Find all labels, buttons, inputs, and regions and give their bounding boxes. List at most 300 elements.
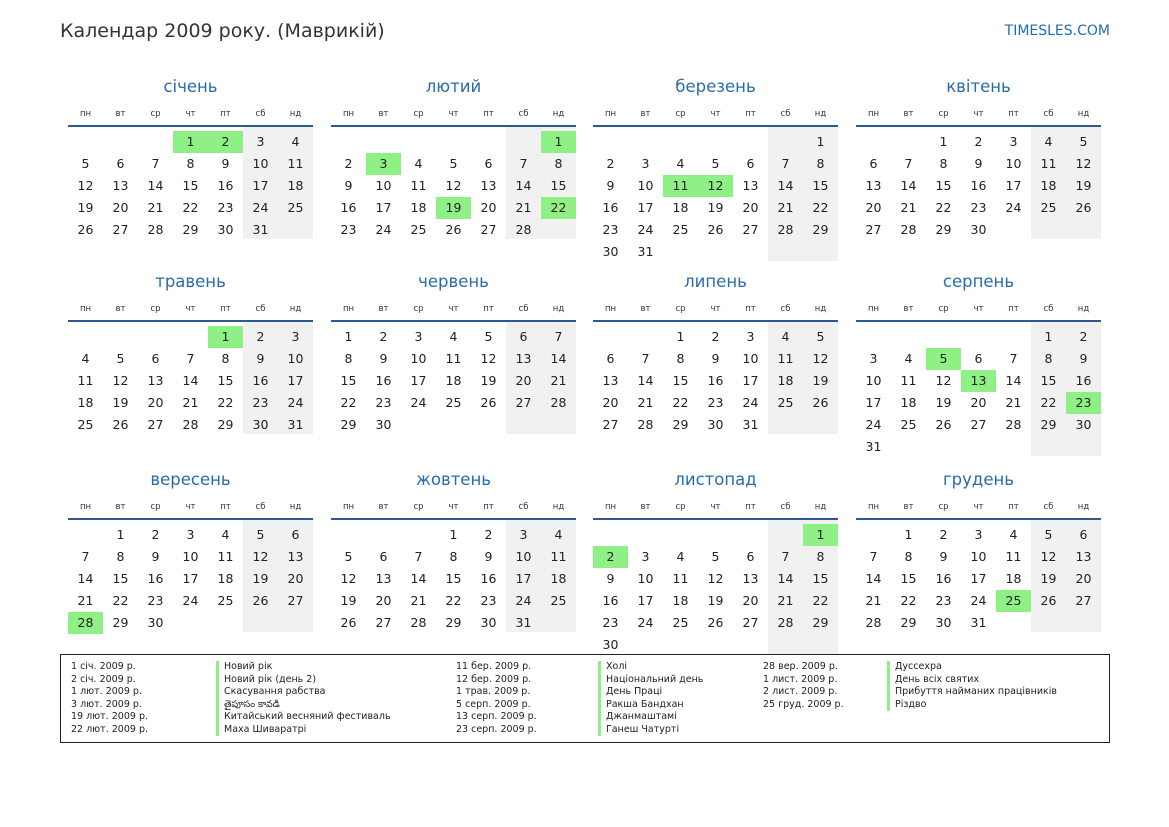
legend-dates [71,661,148,736]
day-cell: 15 [550,178,567,193]
weekday-header: ср [675,304,686,314]
day-cell: 17 [637,200,654,215]
month-name: січень [163,77,218,96]
weekday-header: пт [483,304,494,314]
weekday-header: вт [115,502,126,512]
day-cell: 29 [217,417,234,432]
day-cell: 29 [812,222,829,237]
weekday-header: нд [814,502,827,512]
holiday-day: 3 [366,153,401,175]
weekday-header: вт [903,502,914,512]
legend-date: 3 лют. 2009 р. [71,698,142,710]
day-cell: 9 [711,351,720,366]
weekday-header: вт [640,304,651,314]
day-cell: 9 [151,549,160,564]
legend-date: 12 бер. 2009 р. [456,673,532,685]
day-cell: 29 [340,417,357,432]
weekday-header: сб [1043,304,1054,314]
day-cell: 5 [81,156,90,171]
day-cell: 4 [781,329,790,344]
day-cell: 8 [449,549,458,564]
day-cell: 30 [970,222,987,237]
day-cell: 4 [291,134,300,149]
day-cell: 8 [939,156,948,171]
legend-date: 11 бер. 2009 р. [456,661,532,672]
day-cell: 9 [484,549,493,564]
day-cell: 4 [904,351,913,366]
day-cell: 10 [375,178,392,193]
weekday-header: чт [973,502,984,512]
day-cell: 14 [865,571,882,586]
holiday-day: 1 [541,131,576,153]
day-cell: 28 [515,222,532,237]
day-cell: 3 [641,156,650,171]
day-cell: 24 [287,395,304,410]
day-cell: 28 [777,615,794,630]
day-cell: 8 [221,351,230,366]
day-cell: 7 [414,549,423,564]
weekday-header: вт [115,304,126,314]
day-cell: 22 [935,200,952,215]
day-cell: 3 [1009,134,1018,149]
weekday-header: пн [79,304,92,314]
day-cell: 10 [637,178,654,193]
day-cell: 19 [77,200,94,215]
legend-date: 2 січ. 2009 р. [71,673,136,685]
holiday-day: 13 [961,370,996,392]
day-cell: 5 [344,549,353,564]
weekday-header: ср [150,304,161,314]
holiday-legend [60,654,1110,743]
day-cell: 1 [344,329,353,344]
day-cell: 22 [1040,395,1057,410]
day-cell: 18 [672,593,689,608]
day-cell: 22 [672,395,689,410]
day-cell: 27 [742,615,759,630]
weekday-header: сб [1043,109,1054,119]
day-cell: 20 [1075,571,1092,586]
weekday-header: пт [220,304,231,314]
legend-date: 22 лют. 2009 р. [71,723,148,735]
month-name: травень [155,272,226,291]
weekday-header: вт [903,109,914,119]
day-cell: 12 [1040,549,1057,564]
weekday-header: пн [342,502,355,512]
day-cell: 4 [676,156,685,171]
day-cell: 2 [606,156,615,171]
month-name: жовтень [416,470,491,489]
day-cell: 2 [256,329,265,344]
weekday-header: чт [448,109,459,119]
day-cell: 23 [935,593,952,608]
day-cell: 5 [711,549,720,564]
day-cell: 19 [812,373,829,388]
day-cell: 17 [970,571,987,586]
weekday-header: вт [378,502,389,512]
day-cell: 9 [1079,351,1088,366]
day-cell: 22 [112,593,129,608]
holiday-day: 12 [698,175,733,197]
day-cell: 8 [816,549,825,564]
page-title: Календар 2009 року. (Маврикій) [60,20,385,42]
weekday-header: нд [552,109,565,119]
day-cell: 6 [869,156,878,171]
day-cell: 12 [112,373,129,388]
day-cell: 24 [1005,200,1022,215]
day-cell: 22 [217,395,234,410]
day-cell: 31 [970,615,987,630]
day-cell: 13 [147,373,164,388]
day-cell: 8 [1044,351,1053,366]
day-cell: 11 [1040,156,1057,171]
day-cell: 17 [287,373,304,388]
day-cell: 5 [116,351,125,366]
legend-holiday-name: День всіх святих [895,673,980,685]
legend-names [606,661,703,736]
weekday-header: нд [1077,304,1090,314]
day-cell: 17 [515,571,532,586]
day-cell: 26 [1075,200,1092,215]
day-cell: 27 [287,593,304,608]
day-cell: 27 [515,395,532,410]
day-cell: 28 [410,615,427,630]
day-cell: 22 [812,593,829,608]
legend-date: 1 лист. 2009 р. [763,673,838,685]
legend-holiday-name: Прибуття найманих працівників [895,686,1057,697]
day-cell: 15 [445,571,462,586]
day-cell: 1 [676,329,685,344]
weekday-header: вт [903,304,914,314]
legend-holiday-name: Джанмаштамі [606,711,677,722]
day-cell: 15 [672,373,689,388]
weekday-header: сб [255,502,266,512]
day-cell: 13 [480,178,497,193]
day-cell: 9 [606,178,615,193]
day-cell: 16 [147,571,164,586]
day-cell: 7 [869,549,878,564]
weekday-header: вт [640,109,651,119]
legend-holiday-name: Скасування рабства [224,686,326,697]
weekday-header: чт [185,109,196,119]
weekday-header: нд [289,304,302,314]
weekday-header: сб [255,109,266,119]
legend-date: 23 серп. 2009 р. [456,723,537,735]
month-name: лютий [425,77,482,96]
day-cell: 11 [217,549,234,564]
day-cell: 13 [742,178,759,193]
holiday-day: 23 [1066,392,1101,414]
day-cell: 14 [550,351,567,366]
day-cell: 23 [707,395,724,410]
weekday-header: вт [378,109,389,119]
day-cell: 3 [291,329,300,344]
day-cell: 14 [147,178,164,193]
day-cell: 1 [816,134,825,149]
day-cell: 27 [480,222,497,237]
weekday-header: чт [710,304,721,314]
day-cell: 21 [550,373,567,388]
day-cell: 30 [935,615,952,630]
day-cell: 6 [746,156,755,171]
legend-dates [763,661,844,711]
month-name: липень [684,272,747,291]
day-cell: 7 [186,351,195,366]
day-cell: 11 [1005,549,1022,564]
day-cell: 21 [182,395,199,410]
legend-date: 28 вер. 2009 р. [763,661,838,672]
day-cell: 1 [904,527,913,542]
day-cell: 6 [379,549,388,564]
day-cell: 14 [777,178,794,193]
legend-holiday-name: Ракша Бандхан [606,698,684,710]
day-cell: 13 [112,178,129,193]
weekday-header: чт [448,502,459,512]
day-cell: 19 [1075,178,1092,193]
day-cell: 21 [410,593,427,608]
weekday-header: нд [289,502,302,512]
day-cell: 6 [974,351,983,366]
day-cell: 11 [77,373,94,388]
day-cell: 20 [112,200,129,215]
day-cell: 4 [676,549,685,564]
day-cell: 7 [904,156,913,171]
day-cell: 23 [602,615,619,630]
month-name: квітень [946,77,1011,96]
day-cell: 7 [554,329,563,344]
weekday-header: пт [483,109,494,119]
day-cell: 8 [816,156,825,171]
weekday-header: пт [1008,304,1019,314]
day-cell: 13 [1075,549,1092,564]
day-cell: 12 [1075,156,1092,171]
day-cell: 26 [812,395,829,410]
day-cell: 13 [865,178,882,193]
weekday-header: пт [1008,109,1019,119]
weekday-header: нд [552,502,565,512]
weekday-header: чт [973,109,984,119]
legend-names [895,661,1057,711]
day-cell: 17 [637,593,654,608]
day-cell: 25 [550,593,567,608]
day-cell: 21 [865,593,882,608]
day-cell: 4 [81,351,90,366]
weekday-header: нд [814,304,827,314]
weekday-header: ср [675,109,686,119]
day-cell: 7 [781,156,790,171]
day-cell: 20 [742,200,759,215]
weekday-header: пн [867,502,880,512]
day-cell: 13 [375,571,392,586]
weekday-header: сб [518,109,529,119]
day-cell: 26 [935,417,952,432]
day-cell: 11 [287,156,304,171]
day-cell: 5 [484,329,493,344]
day-cell: 3 [974,527,983,542]
day-cell: 7 [519,156,528,171]
weekday-header: пт [745,109,756,119]
day-cell: 16 [217,178,234,193]
day-cell: 15 [935,178,952,193]
legend-holiday-name: Національний день [606,673,704,685]
day-cell: 5 [1044,527,1053,542]
legend-date: 1 січ. 2009 р. [71,661,136,672]
day-cell: 26 [707,615,724,630]
day-cell: 20 [602,395,619,410]
day-cell: 25 [1040,200,1057,215]
day-cell: 21 [515,200,532,215]
day-cell: 1 [1044,329,1053,344]
legend-marker [216,661,219,736]
day-cell: 25 [777,395,794,410]
day-cell: 30 [375,417,392,432]
day-cell: 18 [217,571,234,586]
day-cell: 29 [445,615,462,630]
day-cell: 20 [515,373,532,388]
day-cell: 29 [672,417,689,432]
month-name: грудень [943,470,1014,489]
day-cell: 2 [379,329,388,344]
day-cell: 23 [970,200,987,215]
day-cell: 27 [865,222,882,237]
day-cell: 11 [900,373,917,388]
day-cell: 28 [637,417,654,432]
day-cell: 2 [711,329,720,344]
day-cell: 16 [340,200,357,215]
weekday-header: пт [483,502,494,512]
day-cell: 12 [480,351,497,366]
weekday-header: чт [448,304,459,314]
day-cell: 23 [340,222,357,237]
day-cell: 15 [112,571,129,586]
day-cell: 8 [344,351,353,366]
day-cell: 14 [900,178,917,193]
day-cell: 10 [1005,156,1022,171]
day-cell: 18 [1005,571,1022,586]
legend-holiday-name: Різдво [895,698,927,710]
day-cell: 30 [707,417,724,432]
day-cell: 12 [445,178,462,193]
month-name: березень [675,77,756,96]
day-cell: 20 [970,395,987,410]
day-cell: 14 [777,571,794,586]
day-cell: 7 [641,351,650,366]
day-cell: 26 [480,395,497,410]
day-cell: 22 [812,200,829,215]
day-cell: 30 [147,615,164,630]
legend-date: 1 лют. 2009 р. [71,686,142,697]
day-cell: 21 [147,200,164,215]
day-cell: 28 [865,615,882,630]
legend-date: 19 лют. 2009 р. [71,711,148,722]
day-cell: 14 [515,178,532,193]
day-cell: 12 [707,571,724,586]
day-cell: 11 [550,549,567,564]
weekday-header: нд [552,304,565,314]
day-cell: 6 [606,351,615,366]
day-cell: 21 [1005,395,1022,410]
weekday-header: вт [115,109,126,119]
day-cell: 4 [1044,134,1053,149]
holiday-day: 25 [996,590,1031,612]
day-cell: 18 [77,395,94,410]
day-cell: 6 [484,156,493,171]
day-cell: 8 [116,549,125,564]
day-cell: 17 [865,395,882,410]
day-cell: 16 [707,373,724,388]
day-cell: 16 [252,373,269,388]
weekday-header: пн [342,304,355,314]
weekday-header: вт [640,502,651,512]
day-cell: 22 [182,200,199,215]
weekday-header: пн [79,109,92,119]
day-cell: 12 [935,373,952,388]
day-cell: 1 [116,527,125,542]
day-cell: 10 [865,373,882,388]
day-cell: 18 [777,373,794,388]
day-cell: 23 [147,593,164,608]
day-cell: 18 [1040,178,1057,193]
site-link[interactable]: TIMESLES.COM [1004,23,1110,39]
holiday-day: 1 [803,524,838,546]
day-cell: 9 [256,351,265,366]
month-name: листопад [674,470,757,489]
day-cell: 16 [602,593,619,608]
day-cell: 5 [256,527,265,542]
day-cell: 3 [519,527,528,542]
day-cell: 30 [480,615,497,630]
day-cell: 26 [77,222,94,237]
day-cell: 30 [217,222,234,237]
day-cell: 10 [182,549,199,564]
day-cell: 18 [445,373,462,388]
legend-holiday-name: Холі [606,661,628,672]
day-cell: 23 [252,395,269,410]
day-cell: 21 [900,200,917,215]
day-cell: 2 [151,527,160,542]
day-cell: 3 [414,329,423,344]
day-cell: 13 [742,571,759,586]
day-cell: 15 [182,178,199,193]
day-cell: 22 [445,593,462,608]
day-cell: 24 [252,200,269,215]
day-cell: 5 [711,156,720,171]
day-cell: 6 [291,527,300,542]
weekday-header: сб [255,304,266,314]
day-cell: 20 [375,593,392,608]
day-cell: 31 [252,222,269,237]
day-cell: 6 [1079,527,1088,542]
day-cell: 9 [344,178,353,193]
day-cell: 22 [900,593,917,608]
day-cell: 10 [410,351,427,366]
day-cell: 17 [252,178,269,193]
day-cell: 29 [182,222,199,237]
day-cell: 8 [554,156,563,171]
day-cell: 10 [515,549,532,564]
day-cell: 17 [182,571,199,586]
day-cell: 6 [746,549,755,564]
day-cell: 30 [1075,417,1092,432]
day-cell: 31 [865,439,882,454]
day-cell: 24 [410,395,427,410]
day-cell: 27 [112,222,129,237]
weekday-header: ср [150,109,161,119]
day-cell: 24 [182,593,199,608]
day-cell: 16 [602,200,619,215]
day-cell: 27 [375,615,392,630]
day-cell: 16 [375,373,392,388]
legend-dates [456,661,537,736]
